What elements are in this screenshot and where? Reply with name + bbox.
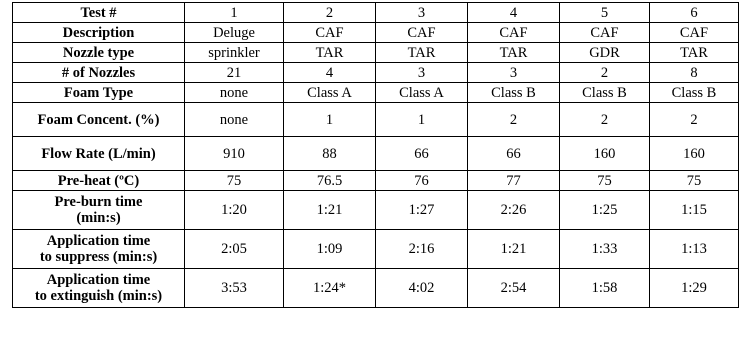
table-cell: 21 [185,63,284,83]
table-row-application-time-suppress [13,230,739,269]
table-cell: Class B [468,83,560,103]
table-row-nozzle-count [13,63,739,83]
table-cell: 2 [560,63,650,83]
test-results-table [12,2,739,308]
table-cell: 160 [650,137,739,171]
table-row-description [13,23,739,43]
table-cell: 160 [560,137,650,171]
table-cell: 1:58 [560,269,650,308]
table-row-foam-concentration [13,103,739,137]
table-cell: Class B [560,83,650,103]
row-header: Flow Rate (L/min) [13,137,185,171]
table-cell: TAR [376,43,468,63]
table-cell: 1:25 [560,191,650,230]
table-cell: 1:24* [284,269,376,308]
table-cell: 2 [468,103,560,137]
table-row-pre-heat [13,171,739,191]
table-cell: Class A [376,83,468,103]
table-cell: 910 [185,137,284,171]
row-header-line: to extinguish (min:s) [34,288,163,304]
table-cell: 76 [376,171,468,191]
table-cell: GDR [560,43,650,63]
table-cell: TAR [468,43,560,63]
table-cell: 2 [284,3,376,23]
table-cell: 8 [650,63,739,83]
table-cell: 2:54 [468,269,560,308]
table-cell: CAF [560,23,650,43]
row-header: Test # [13,3,185,23]
row-header: Description [13,23,185,43]
table-cell: 1 [185,3,284,23]
table-cell: 1 [376,103,468,137]
table-cell: 1 [284,103,376,137]
table-cell: CAF [468,23,560,43]
table-cell: 4 [468,3,560,23]
table-cell: 3 [468,63,560,83]
table-cell: 2:26 [468,191,560,230]
table-cell: 4:02 [376,269,468,308]
table-cell: 66 [376,137,468,171]
table-cell: 1:09 [284,230,376,269]
table-cell: 76.5 [284,171,376,191]
table-cell: 2:05 [185,230,284,269]
row-header: Nozzle type [13,43,185,63]
table-cell: 1:15 [650,191,739,230]
table-cell: 75 [560,171,650,191]
table-cell: 1:20 [185,191,284,230]
table-cell: Class B [650,83,739,103]
table-cell: none [185,103,284,137]
table-row-nozzle-type [13,43,739,63]
row-header: Foam Concent. (%) [13,103,185,137]
table-cell: 4 [284,63,376,83]
table-cell: TAR [650,43,739,63]
row-header-line: Pre-burn time [54,194,143,210]
table-cell: TAR [284,43,376,63]
table-cell: none [185,83,284,103]
row-header: Pre-heat (ºC) [13,171,185,191]
row-header-line: (min:s) [76,210,121,226]
table-cell: 2 [560,103,650,137]
table-row-application-time-extinguish [13,269,739,308]
table-cell: CAF [650,23,739,43]
table-cell: 1:21 [468,230,560,269]
table-cell: 5 [560,3,650,23]
table-cell: 66 [468,137,560,171]
table-cell: 1:33 [560,230,650,269]
table-cell: 3:53 [185,269,284,308]
table-cell: 6 [650,3,739,23]
table-cell: sprinkler [185,43,284,63]
table-cell: Class A [284,83,376,103]
table-row-pre-burn-time [13,191,739,230]
table-cell: 1:29 [650,269,739,308]
table-cell: 77 [468,171,560,191]
row-header-line: Application time [46,233,151,249]
row-header [13,230,185,269]
table-cell: 1:21 [284,191,376,230]
table-cell: CAF [284,23,376,43]
table-cell: CAF [376,23,468,43]
table-row-test-number [13,3,739,23]
row-header [13,269,185,308]
table-cell: 3 [376,3,468,23]
table-cell: 75 [185,171,284,191]
table-row-flow-rate [13,137,739,171]
table-cell: 75 [650,171,739,191]
table-row-foam-type [13,83,739,103]
row-header [13,191,185,230]
row-header-line: to suppress (min:s) [39,249,158,265]
table-cell: 88 [284,137,376,171]
table-cell: Deluge [185,23,284,43]
row-header: # of Nozzles [13,63,185,83]
row-header: Foam Type [13,83,185,103]
table-cell: 2:16 [376,230,468,269]
table-cell: 1:27 [376,191,468,230]
row-header-line: Application time [46,272,151,288]
table-cell: 1:13 [650,230,739,269]
table-cell: 3 [376,63,468,83]
table-cell: 2 [650,103,739,137]
